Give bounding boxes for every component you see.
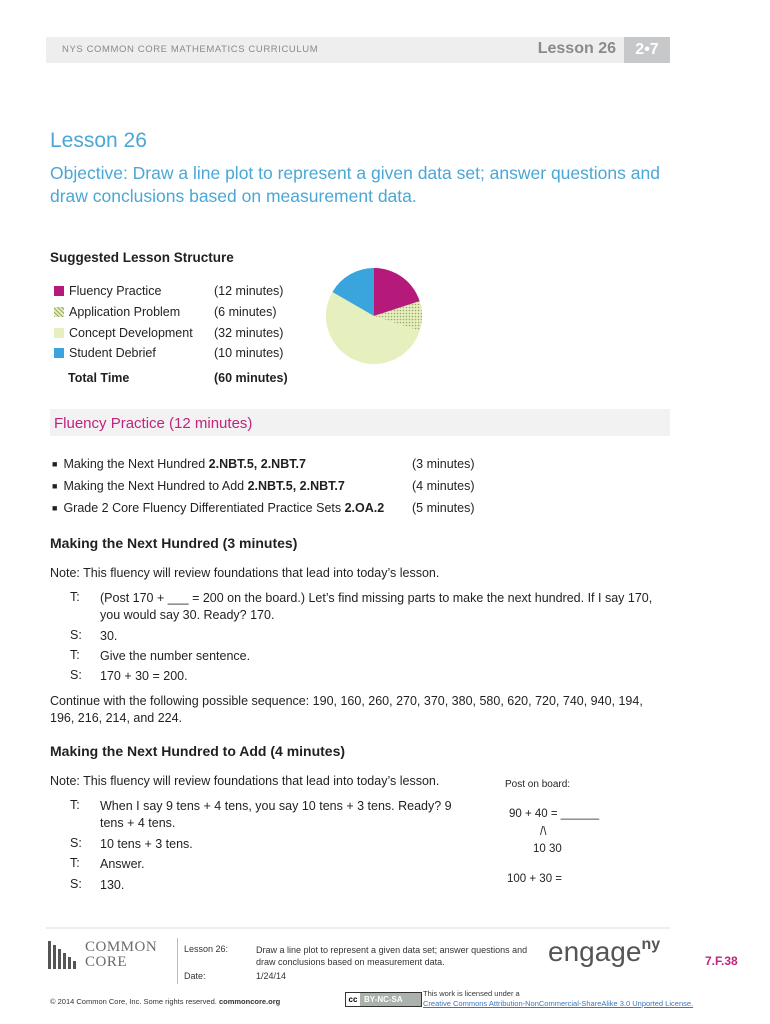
dialogue-line: (Post 170 + ___ = 200 on the board.) Let’s find missing parts to make the next hundred. If I say 170, you would say 30. Ready? 170. xyxy=(100,591,653,622)
activity-name: Making the Next Hundred xyxy=(63,457,209,471)
structure-duration: (12 minutes) xyxy=(214,284,284,298)
dialogue-line: 30. xyxy=(100,629,118,643)
license-link[interactable]: Creative Commons Attribution-NonCommercial-ShareAlike 3.0 Unported License. xyxy=(423,999,694,1008)
cc-icon: cc xyxy=(346,993,360,1006)
footer-divider xyxy=(177,938,178,984)
section-heading-next-hundred-add: Making the Next Hundred to Add (4 minutes) xyxy=(50,743,346,759)
activity-item xyxy=(52,457,306,471)
activity-name: Making the Next Hundred to Add xyxy=(63,479,248,493)
common-core-wordmark xyxy=(85,940,157,970)
section-note: Note: This fluency will review foundations that lead into today’s lesson. xyxy=(50,774,440,788)
dialogue-line: 130. xyxy=(100,878,125,892)
speaker-label: T: xyxy=(70,856,80,870)
curriculum-name: NYS COMMON CORE MATHEMATICS CURRICULUM xyxy=(62,44,319,55)
logo-line: CORE xyxy=(85,954,128,970)
header-lesson: Lesson 26 xyxy=(537,40,616,57)
structure-duration: (32 minutes) xyxy=(214,326,284,340)
footer-lesson-label: Lesson 26: xyxy=(184,944,229,954)
bullet-icon: ■ xyxy=(52,481,58,491)
engage-word: engage xyxy=(548,936,642,967)
activity-standard: 2.NBT.5, 2.NBT.7 xyxy=(247,479,345,493)
copyright-site: commoncore.org xyxy=(218,997,281,1006)
total-time-value: (60 minutes) xyxy=(214,371,288,385)
footer-date-label: Date: xyxy=(184,971,206,981)
speaker-label: S: xyxy=(70,877,82,891)
structure-label: Student Debrief xyxy=(69,346,156,360)
application-swatch-icon xyxy=(54,307,64,317)
structure-duration: (6 minutes) xyxy=(214,305,277,319)
common-core-logo-icon xyxy=(48,941,78,969)
section-heading-next-hundred: Making the Next Hundred (3 minutes) xyxy=(50,535,298,551)
activity-item xyxy=(52,479,345,493)
structure-label: Application Problem xyxy=(69,305,181,319)
activity-name: Grade 2 Core Fluency Differentiated Practice Sets xyxy=(63,501,345,515)
board-equation-2: 100 + 30 = xyxy=(507,873,562,885)
dialogue-line: When I say 9 tens + 4 tens, you say 10 tens + 3 tens. Ready? 9 tens + 4 tens. xyxy=(100,799,452,830)
total-time-label: Total Time xyxy=(68,371,130,385)
footer-date-value: 1/24/14 xyxy=(256,971,287,981)
structure-item-debrief xyxy=(54,346,156,360)
board-parts: 10 30 xyxy=(533,843,562,855)
structure-item-application xyxy=(54,305,180,319)
creative-commons-badge xyxy=(345,992,422,1007)
footer-lesson-desc: Draw a line plot to represent a given data set; answer questions and draw conclusions based on measurement data. xyxy=(256,945,528,967)
ny-word: ny xyxy=(641,936,661,953)
fluency-heading: Fluency Practice (12 minutes) xyxy=(54,415,253,432)
speaker-label: T: xyxy=(70,648,80,662)
cc-badge-text: BY-NC-SA xyxy=(364,995,403,1004)
lesson-time-pie-chart xyxy=(324,264,424,368)
speaker-label: T: xyxy=(70,798,80,812)
bullet-icon: ■ xyxy=(52,459,58,469)
debrief-swatch-icon xyxy=(54,348,64,358)
structure-item-concept xyxy=(54,326,193,340)
board-equation: 90 + 40 = ______ xyxy=(509,808,600,820)
lesson-title: Lesson 26 xyxy=(50,129,147,152)
structure-label: Fluency Practice xyxy=(69,284,162,298)
board-branch: /\ xyxy=(540,826,547,838)
board-label: Post on board: xyxy=(505,779,571,790)
copyright-text: © 2014 Common Core, Inc. Some rights reserved. xyxy=(50,997,219,1006)
section-note: Note: This fluency will review foundations that lead into today’s lesson. xyxy=(50,566,440,580)
page-number: 7.F.38 xyxy=(705,954,738,968)
speaker-label: S: xyxy=(70,668,82,682)
dialogue-line: Answer. xyxy=(100,857,145,871)
activity-item xyxy=(52,501,384,515)
speaker-label: T: xyxy=(70,590,80,604)
structure-duration: (10 minutes) xyxy=(214,346,284,360)
activity-standard: 2.OA.2 xyxy=(344,501,385,515)
license-text: This work is licensed under a xyxy=(423,989,520,998)
copyright-notice xyxy=(50,997,280,1006)
activity-duration: (4 minutes) xyxy=(412,479,475,493)
dialogue-line: 10 tens + 3 tens. xyxy=(100,837,193,851)
structure-item-fluency xyxy=(54,284,161,298)
page-header xyxy=(46,37,670,63)
concept-swatch-icon xyxy=(54,328,64,338)
logo-line: COMMON xyxy=(85,939,158,955)
dialogue-line: 170 + 30 = 200. xyxy=(100,669,188,683)
footer-rule xyxy=(46,927,670,929)
bullet-icon: ■ xyxy=(52,503,58,513)
speaker-label: S: xyxy=(70,628,82,642)
activity-duration: (5 minutes) xyxy=(412,501,475,515)
lesson-objective: Objective: Draw a line plot to represent a given data set; answer questions and draw conclusions based on measurement data. xyxy=(50,163,660,206)
fluency-swatch-icon xyxy=(54,286,64,296)
lesson-structure-heading: Suggested Lesson Structure xyxy=(50,250,234,265)
structure-label: Concept Development xyxy=(69,326,193,340)
speaker-label: S: xyxy=(70,836,82,850)
activity-standard: 2.NBT.5, 2.NBT.7 xyxy=(208,457,306,471)
dialogue-line: Give the number sentence. xyxy=(100,649,251,663)
continue-sequence: Continue with the following possible sequence: 190, 160, 260, 270, 370, 380, 580, 620, 720, 740, 940, 194, 196, 216, 214, and 224. xyxy=(50,694,643,725)
activity-duration: (3 minutes) xyxy=(412,457,475,471)
engageny-logo xyxy=(548,936,660,968)
grade-module-badge: 2•7 xyxy=(624,37,670,63)
